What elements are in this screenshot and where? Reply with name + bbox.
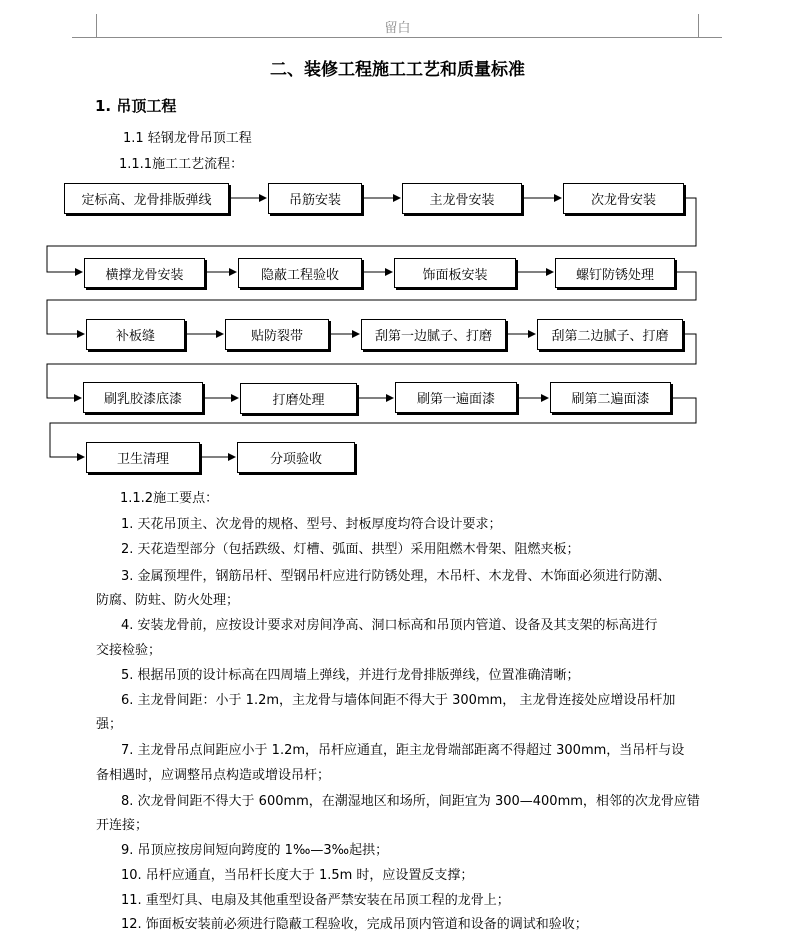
flow-step: 贴防裂带: [225, 319, 329, 350]
flow-step: 打磨处理: [240, 383, 357, 414]
point-line: 开连接；: [96, 818, 149, 833]
flow-step: 隐蔽工程验收: [238, 258, 362, 288]
flow-step: 刷第一遍面漆: [395, 382, 517, 413]
point-line: 7. 主龙骨吊点间距应小于 1.2m，吊杆应通直，距主龙骨端部距离不得超过 300mm，当吊杆与设: [121, 743, 685, 758]
page-title: 二、装修工程施工工艺和质量标准: [270, 60, 525, 80]
point-line: 10. 吊杆应通直，当吊杆长度大于 1.5m 时，应设置反支撑；: [121, 868, 474, 883]
point-line: 6. 主龙骨间距：小于 1.2m，主龙骨与墙体间距不得大于 300mm， 主龙骨连接处应增设吊杆加: [121, 693, 676, 708]
point-line: 11. 重型灯具、电扇及其他重型设备严禁安装在吊顶工程的龙骨上；: [121, 893, 510, 908]
point-line: 交接检验；: [96, 643, 162, 658]
point-line: 备相遇时，应调整吊点构造或增设吊杆；: [96, 768, 331, 783]
process-heading: 1.1.1施工工艺流程：: [119, 157, 244, 172]
flow-step: 刮第一边腻子、打磨: [361, 319, 506, 350]
point-line: 9. 吊顶应按房间短向跨度的 1‰—3‰起拱；: [121, 843, 389, 858]
header-label: 留白: [384, 21, 411, 36]
point-line: 强；: [96, 717, 123, 732]
points-heading: 1.1.2施工要点：: [120, 491, 219, 506]
flow-step: 分项验收: [237, 442, 355, 473]
flow-step: 吊筋安装: [268, 183, 362, 214]
point-line: 2. 天花造型部分（包括跌级、灯槽、弧面、拱型）采用阻燃木骨架、阻燃夹板；: [121, 542, 580, 557]
flow-step: 横撑龙骨安装: [84, 258, 205, 288]
flow-step: 刷第二遍面漆: [550, 382, 671, 413]
section-heading: 1. 吊顶工程: [95, 97, 177, 115]
point-line: 4. 安装龙骨前，应按设计要求对房间净高、洞口标高和吊顶内管道、设备及其支架的标高进行: [121, 618, 658, 633]
point-line: 8. 次龙骨间距不得大于 600mm，在潮湿地区和场所，间距宜为 300—400mm，相邻的次龙骨应错: [121, 794, 700, 809]
subsection-heading: 1.1 轻钢龙骨吊顶工程: [123, 131, 252, 146]
flow-step: 饰面板安装: [394, 258, 516, 288]
flow-step: 卫生清理: [86, 442, 200, 473]
point-line: 12. 饰面板安装前必须进行隐蔽工程验收，完成吊顶内管道和设备的调试和验收；: [121, 917, 588, 932]
point-line: 3. 金属预埋件，钢筋吊杆、型钢吊杆应进行防锈处理，木吊杆、木龙骨、木饰面必须进行防潮、: [121, 569, 671, 584]
flow-step: 定标高、龙骨排版弹线: [64, 183, 229, 214]
flow-step: 螺钉防锈处理: [555, 258, 675, 288]
flow-step: 次龙骨安装: [563, 183, 684, 214]
flow-step: 刮第二边腻子、打磨: [537, 319, 683, 350]
point-line: 5. 根据吊顶的设计标高在四周墙上弹线，并进行龙骨排版弹线，位置准确清晰；: [121, 668, 580, 683]
flow-step: 刷乳胶漆底漆: [83, 382, 203, 413]
point-line: 防腐、防蛀、防火处理；: [96, 593, 240, 608]
point-line: 1. 天花吊顶主、次龙骨的规格、型号、封板厚度均符合设计要求；: [121, 517, 502, 532]
flow-step: 补板缝: [86, 319, 185, 350]
flow-step: 主龙骨安装: [402, 183, 522, 214]
